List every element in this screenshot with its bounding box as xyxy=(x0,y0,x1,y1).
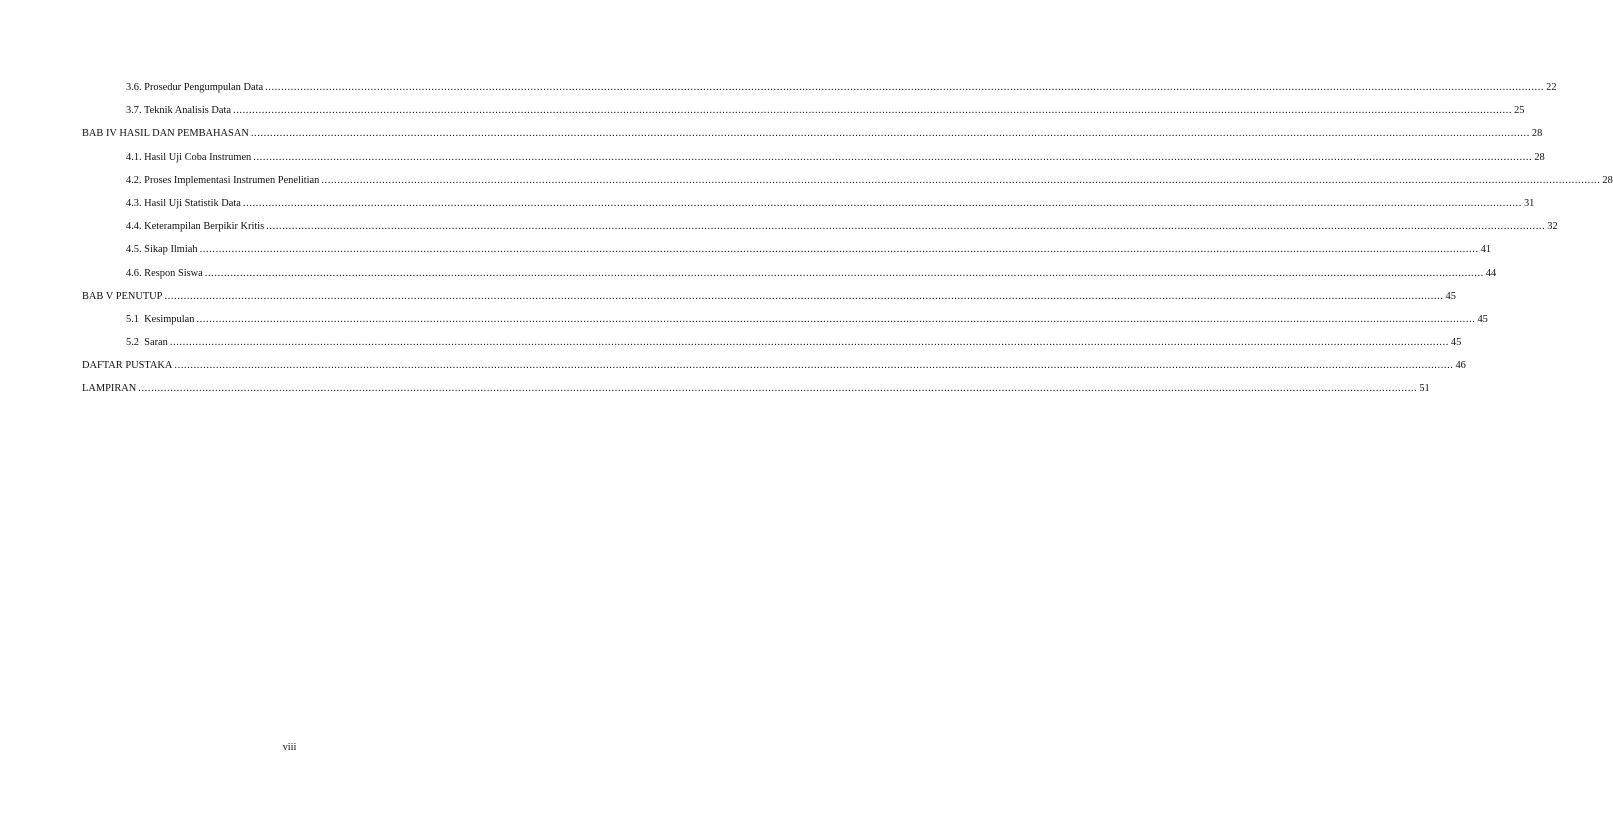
toc-entry xyxy=(82,174,1613,197)
toc-entry xyxy=(82,359,1466,382)
toc-entry-page: 28 xyxy=(1602,174,1613,186)
toc-dot-leader: ................................................................................................................................................................................................................................................................................................................................................................................................................ xyxy=(204,267,1484,279)
toc-entry xyxy=(82,220,1558,243)
toc-entry-label: BAB IV HASIL DAN PEMBAHASAN xyxy=(82,128,249,140)
toc-entry xyxy=(82,104,1525,127)
toc-entry-page: 51 xyxy=(1419,383,1430,395)
toc-dot-leader: ................................................................................................................................................................................................................................................................................................................................................................................................................ xyxy=(196,313,1476,325)
toc-entry-label: 5.1 Kesimpulan xyxy=(126,313,195,325)
toc-entry xyxy=(82,243,1492,266)
toc-entry-page: 46 xyxy=(1455,360,1466,372)
toc-entry xyxy=(82,267,1497,290)
toc-entry-label: 3.7. Teknik Analisis Data xyxy=(126,105,231,117)
toc-dot-leader: ................................................................................................................................................................................................................................................................................................................................................................................................................ xyxy=(253,151,1533,163)
toc-entry-page: 31 xyxy=(1523,197,1535,209)
toc-entry-label: 4.6. Respon Siswa xyxy=(126,267,203,279)
toc-entry-page: 25 xyxy=(1514,105,1525,117)
toc-entry xyxy=(82,127,1543,150)
toc-entry-label: 4.4. Keterampilan Berpikir Kritis xyxy=(126,221,265,233)
toc-entry-page: 28 xyxy=(1534,151,1545,163)
toc-entry xyxy=(82,336,1462,359)
table-of-contents xyxy=(82,81,1613,406)
toc-entry-page: 45 xyxy=(1477,313,1488,325)
toc-entry-label: 3.6. Prosedur Pengumpulan Data xyxy=(126,82,264,93)
toc-entry xyxy=(82,382,1430,405)
toc-entry-page: 28 xyxy=(1531,128,1543,140)
toc-dot-leader: ................................................................................................................................................................................................................................................................................................................................................................................................................ xyxy=(174,360,1454,372)
toc-dot-leader: ................................................................................................................................................................................................................................................................................................................................................................................................................ xyxy=(169,337,1449,349)
toc-entry-page: 45 xyxy=(1450,337,1462,349)
toc-entry-label: LAMPIRAN xyxy=(82,383,137,395)
toc-entry-page: 32 xyxy=(1547,221,1558,233)
toc-entry xyxy=(82,81,1557,104)
toc-dot-leader: ................................................................................................................................................................................................................................................................................................................................................................................................................ xyxy=(138,383,1418,395)
toc-dot-leader: ................................................................................................................................................................................................................................................................................................................................................................................................................ xyxy=(242,197,1522,209)
toc-dot-leader: ................................................................................................................................................................................................................................................................................................................................................................................................................ xyxy=(199,244,1479,256)
toc-entry-page: 45 xyxy=(1445,290,1456,302)
page-number: viii xyxy=(282,742,297,753)
toc-dot-leader: ................................................................................................................................................................................................................................................................................................................................................................................................................ xyxy=(265,82,1545,93)
toc-entry xyxy=(82,313,1488,336)
toc-entry xyxy=(82,290,1456,313)
toc-dot-leader: ................................................................................................................................................................................................................................................................................................................................................................................................................ xyxy=(250,128,1530,140)
toc-entry-label: BAB V PENUTUP xyxy=(82,290,163,302)
toc-entry xyxy=(82,151,1545,174)
toc-entry xyxy=(82,197,1535,220)
toc-entry-label: 4.1. Hasil Uji Coba Instrumen xyxy=(126,151,252,163)
toc-entry-page: 41 xyxy=(1480,244,1492,256)
toc-entry-label: DAFTAR PUSTAKA xyxy=(82,360,173,372)
toc-entry-page: 44 xyxy=(1485,267,1497,279)
toc-dot-leader: ................................................................................................................................................................................................................................................................................................................................................................................................................ xyxy=(233,105,1513,117)
toc-entry-label: 4.2. Proses Implementasi Instrumen Penelitian xyxy=(126,174,320,186)
toc-dot-leader: ................................................................................................................................................................................................................................................................................................................................................................................................................ xyxy=(164,290,1444,302)
toc-entry-label: 4.3. Hasil Uji Statistik Data xyxy=(126,197,241,209)
toc-dot-leader: ................................................................................................................................................................................................................................................................................................................................................................................................................ xyxy=(321,174,1601,186)
toc-entry-page: 22 xyxy=(1546,82,1557,93)
toc-entry-label: 4.5. Sikap Ilmiah xyxy=(126,244,198,256)
toc-dot-leader: ................................................................................................................................................................................................................................................................................................................................................................................................................ xyxy=(266,221,1546,233)
toc-entry-label: 5.2 Saran xyxy=(126,337,168,349)
